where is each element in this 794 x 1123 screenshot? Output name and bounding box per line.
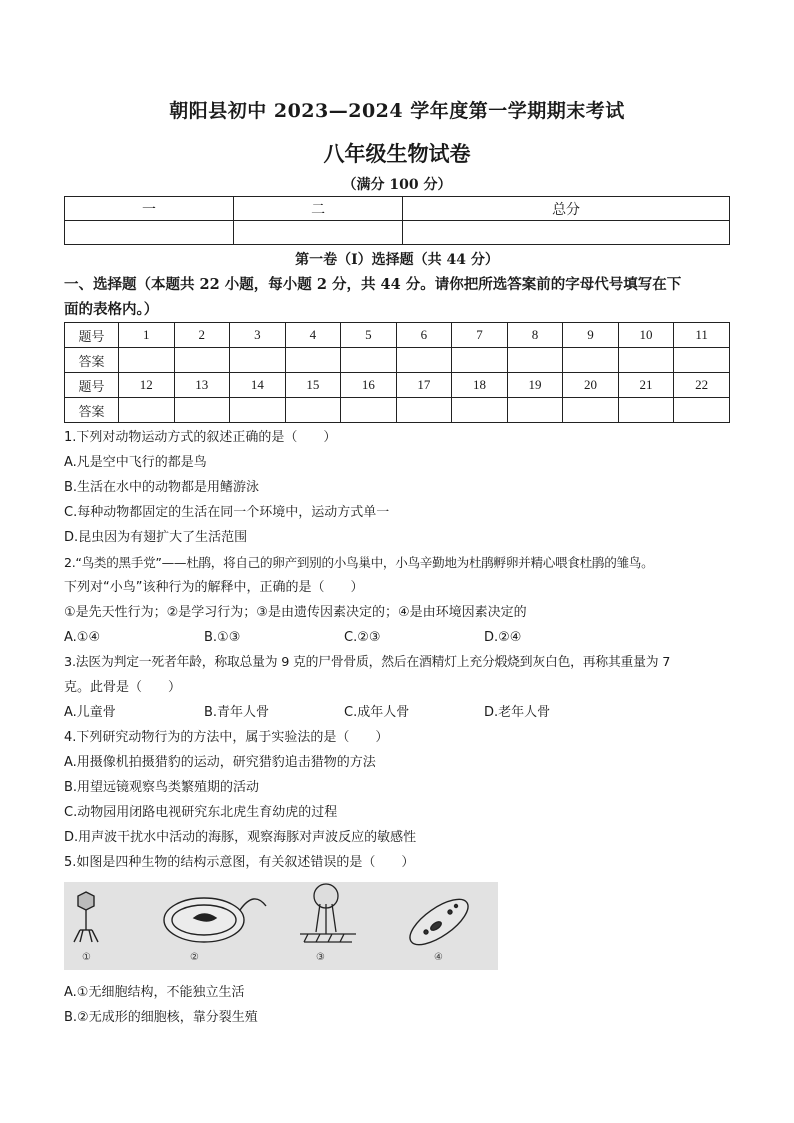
figure-label-1: ①: [82, 952, 91, 963]
answer-cell[interactable]: [396, 348, 452, 373]
q1-stem: 1.下列对动物运动方式的叙述正确的是（ ）: [64, 430, 337, 445]
figure-label-2: ②: [190, 952, 199, 963]
virus-drawing: [74, 892, 98, 942]
num-cell: 8: [507, 323, 563, 348]
q1-option-c: C.每种动物都固定的生活在同一个环境中，运动方式单一: [64, 505, 390, 520]
answer-number-row: [65, 373, 730, 398]
q4-option-b: B.用望远镜观察鸟类繁殖期的活动: [64, 780, 260, 795]
answer-table: [64, 322, 730, 423]
num-label: 题号: [65, 323, 119, 348]
answer-cell[interactable]: [285, 348, 341, 373]
instruction-line-2: 面的表格内。）: [64, 301, 159, 318]
q1-option-a: A.凡是空中飞行的都是鸟: [64, 455, 207, 470]
q3-stem-2: 克。此骨是（ ）: [64, 680, 182, 695]
instruction-line-1: 一、选择题（本题共 22 小题，每小题 2 分，共 44 分。请你把所选答案前的字母代号填写在下: [64, 276, 682, 293]
bacterium-drawing: [164, 898, 266, 942]
q2-stem-2: 下列对“小鸟”该种行为的解释中，正确的是（ ）: [64, 580, 364, 595]
num-cell: 14: [230, 373, 286, 398]
section-instruction: [64, 272, 734, 322]
q2-option-d: D.②④: [484, 630, 522, 645]
score-table: [64, 196, 730, 245]
num-cell: 18: [452, 373, 508, 398]
q3-option-d: D.老年人骨: [484, 705, 551, 720]
answer-cell[interactable]: [563, 348, 619, 373]
full-marks: （满分 100 分）: [342, 177, 452, 193]
num-cell: 15: [285, 373, 341, 398]
answer-cell[interactable]: [396, 398, 452, 423]
score-header-2: 二: [234, 197, 403, 221]
answer-cell[interactable]: [507, 398, 563, 423]
exam-subtitle: 八年级生物试卷: [323, 141, 471, 166]
answer-cell[interactable]: [285, 398, 341, 423]
num-label: 题号: [65, 373, 119, 398]
num-cell: 21: [618, 373, 674, 398]
q1-option-b: B.生活在水中的动物都是用鳍游泳: [64, 480, 260, 495]
organism-structure-figure: [64, 882, 498, 970]
q3-option-a: A.儿童骨: [64, 705, 116, 720]
num-cell: 7: [452, 323, 508, 348]
q5-option-a: A.①无细胞结构，不能独立生活: [64, 985, 245, 1000]
num-cell: 6: [396, 323, 452, 348]
q2-options: [64, 629, 736, 647]
section-title: 第一卷（I）选择题（共 44 分）: [295, 252, 499, 268]
answer-cell[interactable]: [674, 348, 730, 373]
num-cell: 2: [174, 323, 230, 348]
q2-option-b: B.①③: [204, 630, 241, 645]
q1-option-d: D.昆虫因为有翅扩大了生活范围: [64, 530, 248, 545]
num-cell: 20: [563, 373, 619, 398]
answer-entry-row: [65, 398, 730, 423]
answer-cell[interactable]: [119, 348, 175, 373]
answer-cell[interactable]: [452, 348, 508, 373]
q3-option-c: C.成年人骨: [344, 705, 410, 720]
answer-cell[interactable]: [674, 398, 730, 423]
score-cell-2[interactable]: [234, 221, 403, 245]
answer-cell[interactable]: [230, 398, 286, 423]
answer-cell[interactable]: [618, 348, 674, 373]
num-cell: 12: [119, 373, 175, 398]
num-cell: 3: [230, 323, 286, 348]
q5-option-b: B.②无成形的细胞核，靠分裂生殖: [64, 1010, 258, 1025]
q2-statements: ①是先天性行为；②是学习行为；③是由遗传因素决定的；④是由环境因素决定的: [64, 605, 527, 620]
answer-cell[interactable]: [341, 398, 397, 423]
q2-option-c: C.②③: [344, 630, 381, 645]
answer-cell[interactable]: [452, 398, 508, 423]
num-cell: 22: [674, 373, 730, 398]
num-cell: 5: [341, 323, 397, 348]
answer-cell[interactable]: [174, 398, 230, 423]
q3-option-b: B.青年人骨: [204, 705, 270, 720]
num-cell: 19: [507, 373, 563, 398]
answer-cell[interactable]: [563, 398, 619, 423]
q4-option-d: D.用声波干扰水中活动的海豚，观察海豚对声波反应的敏感性: [64, 830, 417, 845]
organism-drawings: [64, 882, 498, 970]
score-header-total: 总分: [403, 197, 730, 221]
score-header-1: 一: [65, 197, 234, 221]
num-cell: 13: [174, 373, 230, 398]
q4-option-a: A.用摄像机拍摄猎豹的运动，研究猎豹追击猎物的方法: [64, 755, 376, 770]
score-cell-total[interactable]: [403, 221, 730, 245]
ans-label: 答案: [65, 398, 119, 423]
num-cell: 17: [396, 373, 452, 398]
q3-options: [64, 704, 736, 722]
score-cell-1[interactable]: [65, 221, 234, 245]
answer-cell[interactable]: [230, 348, 286, 373]
num-cell: 9: [563, 323, 619, 348]
answer-number-row: [65, 323, 730, 348]
ans-label: 答案: [65, 348, 119, 373]
q3-stem-1: 3.法医为判定一死者年龄，称取总量为 9 克的尸骨骨质，然后在酒精灯上充分煅烧到灰白色，再称其重量为 7: [64, 655, 671, 670]
q2-option-a: A.①④: [64, 630, 101, 645]
fungus-drawing: [300, 884, 356, 942]
num-cell: 1: [119, 323, 175, 348]
q4-option-c: C.动物园用闭路电视研究东北虎生育幼虎的过程: [64, 805, 338, 820]
answer-entry-row: [65, 348, 730, 373]
answer-cell[interactable]: [618, 398, 674, 423]
answer-cell[interactable]: [341, 348, 397, 373]
q4-stem: 4.下列研究动物行为的方法中，属于实验法的是（ ）: [64, 730, 389, 745]
num-cell: 16: [341, 373, 397, 398]
answer-cell[interactable]: [507, 348, 563, 373]
figure-label-4: ④: [434, 952, 443, 963]
q2-stem-1: 2.“鸟类的黑手党”——杜鹃，将自己的卵产到别的小鸟巢中，小鸟辛勤地为杜鹃孵卵并精心喂食杜鹃的雏鸟。: [64, 555, 654, 570]
answer-cell[interactable]: [119, 398, 175, 423]
exam-title: 朝阳县初中 2023—2024 学年度第一学期期末考试: [169, 100, 625, 122]
num-cell: 10: [618, 323, 674, 348]
num-cell: 4: [285, 323, 341, 348]
num-cell: 11: [674, 323, 730, 348]
answer-cell[interactable]: [174, 348, 230, 373]
q5-stem: 5.如图是四种生物的结构示意图，有关叙述错误的是（ ）: [64, 855, 415, 870]
figure-label-3: ③: [316, 952, 325, 963]
protozoan-drawing: [403, 891, 475, 953]
